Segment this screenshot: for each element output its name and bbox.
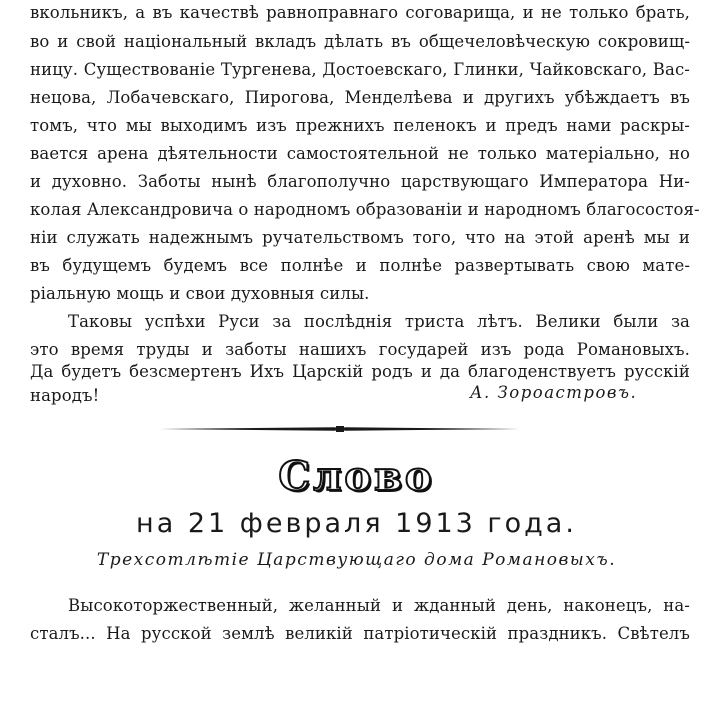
- text-line: Таковы успѣхи Руси за послѣднія триста лѣтъ. Велики были за: [68, 312, 690, 331]
- text-line: во и свой національный вкладъ дѣлать въ общечеловѣческую сокровищ-: [30, 32, 690, 51]
- text-line: Да будетъ безсмертенъ Ихъ Царскій родъ и да благоденствуетъ русскій: [30, 362, 690, 381]
- text-line: сталъ... На русской землѣ великій патріотическій праздникъ. Свѣтелъ: [30, 624, 690, 643]
- section-title: Слово: [278, 453, 435, 500]
- section-date: на 21 февраля 1913 года.: [136, 508, 577, 539]
- text-line: въ будущемъ будемъ все полнѣе и полнѣе развертывать свою мате-: [30, 256, 690, 275]
- text-line: Высокоторжественный, желанный и жданный день, наконецъ, на-: [68, 596, 690, 615]
- ornamental-divider: [160, 425, 520, 433]
- text-line: это время труды и заботы нашихъ государей изъ рода Романовыхъ.: [30, 340, 690, 359]
- text-line: нецова, Лобачевскаго, Пирогова, Менделѣева и другихъ убѣждаетъ въ: [30, 88, 690, 107]
- text-line: вкольникъ, а въ качествѣ равноправнаго соговарища, и не только брать,: [30, 3, 690, 22]
- text-line: колая Александровича о народномъ образованіи и народномъ благосостоя-: [30, 200, 700, 219]
- text-line: народъ!: [30, 386, 100, 405]
- text-line: ріальную мощь и свои духовныя силы.: [30, 284, 370, 303]
- text-line: ніи служать надежнымъ ручательствомъ того, что на этой аренѣ мы и: [30, 228, 690, 247]
- text-line: ницу. Существованіе Тургенева, Достоевскаго, Глинки, Чайковскаго, Вас-: [30, 60, 690, 79]
- text-line: томъ, что мы выходимъ изъ прежнихъ пеленокъ и предъ нами раскры-: [30, 116, 690, 135]
- section-subtitle: Трехсотлѣтіе Царствующаго дома Романовыхъ.: [96, 550, 617, 570]
- author-signature: А. Зороастровъ.: [470, 383, 638, 402]
- text-line: вается арена дѣятельности самостоятельной не только матеріально, но: [30, 144, 690, 163]
- text-line: и духовно. Заботы нынѣ благополучно царствующаго Императора Ни-: [30, 172, 690, 191]
